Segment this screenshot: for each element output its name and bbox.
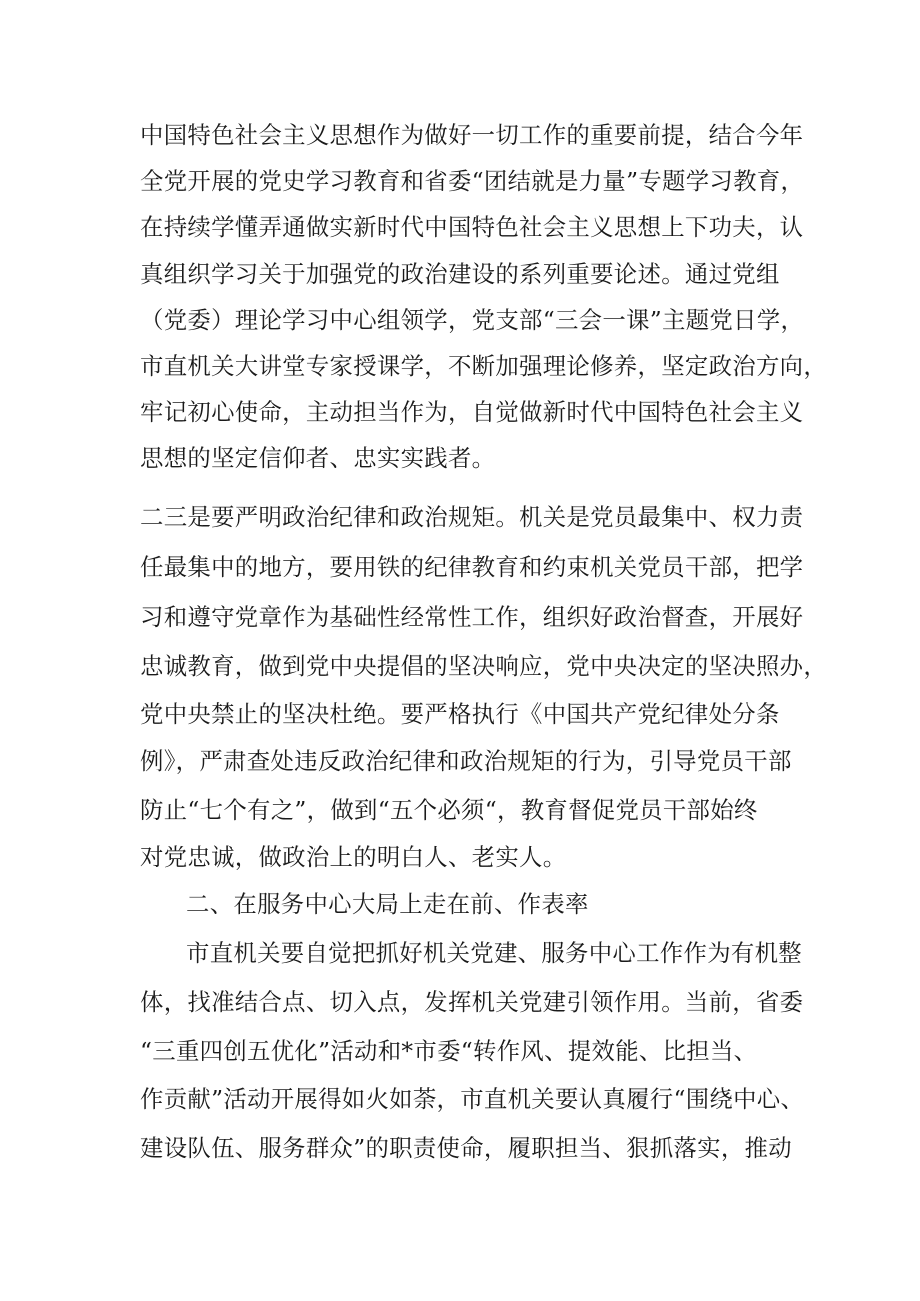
section-heading: 二、在服务中心大局上走在前、作表率 [186, 890, 589, 918]
text-line: 市直机关要自觉把抓好机关党建、服务中心工作作为有机整 [186, 939, 802, 967]
text-line: 党中央禁止的坚决杜绝。要严格执行《中国共产党纪律处分条 [140, 700, 780, 728]
text-line: 体，找准结合点、切入点，发挥机关党建引领作用。当前，省委 [140, 988, 804, 1016]
text-line: 市直机关大讲堂专家授课学，不断加强理论修养，坚定政治方向， [140, 352, 828, 380]
text-line: 作贡献”活动开展得如火如荼，市直机关要认真履行“围绕中心、 [140, 1085, 805, 1113]
text-line: 全党开展的党史学习教育和省委“团结就是力量”专题学习教育， [140, 167, 805, 195]
text-line: 思想的坚定信仰者、忠实实践者。 [140, 444, 496, 472]
text-line: 牢记初心使命，主动担当作为，自觉做新时代中国特色社会主义 [140, 398, 804, 426]
text-line: “三重四创五优化”活动和*市委“转作风、提效能、比担当、 [140, 1037, 758, 1065]
text-line: 中国特色社会主义思想作为做好一切工作的重要前提，结合今年 [140, 121, 804, 149]
text-line: 在持续学懂弄通做实新时代中国特色社会主义思想上下功夫，认 [140, 213, 804, 241]
text-line: 对党忠诚，做政治上的明白人、老实人。 [140, 843, 567, 871]
text-line: 建设队伍、服务群众”的职责使命，履职担当、狠抓落实，推动 [140, 1134, 792, 1162]
text-line: 忠诚教育，做到党中央提倡的坚决响应，党中央决定的坚决照办， [140, 652, 828, 680]
text-line: （党委）理论学习中心组领学，党支部“三会一课”主题党日学， [140, 306, 805, 334]
text-line: 任最集中的地方，要用铁的纪律教育和约束机关党员干部，把学 [140, 553, 804, 581]
text-line: 例》，严肃查处违反政治纪律和政治规矩的行为，引导党员干部 [140, 747, 792, 775]
text-line: 习和遵守党章作为基础性经常性工作，组织好政治督查，开展好 [140, 603, 804, 631]
text-line: 二三是要严明政治纪律和政治规矩。机关是党员最集中、权力责 [140, 503, 804, 531]
text-line: 真组织学习关于加强党的政治建设的系列重要论述。通过党组 [140, 260, 780, 288]
text-line: 防止“七个有之”，做到“五个必须“，教育督促党员干部始终 [140, 796, 758, 824]
